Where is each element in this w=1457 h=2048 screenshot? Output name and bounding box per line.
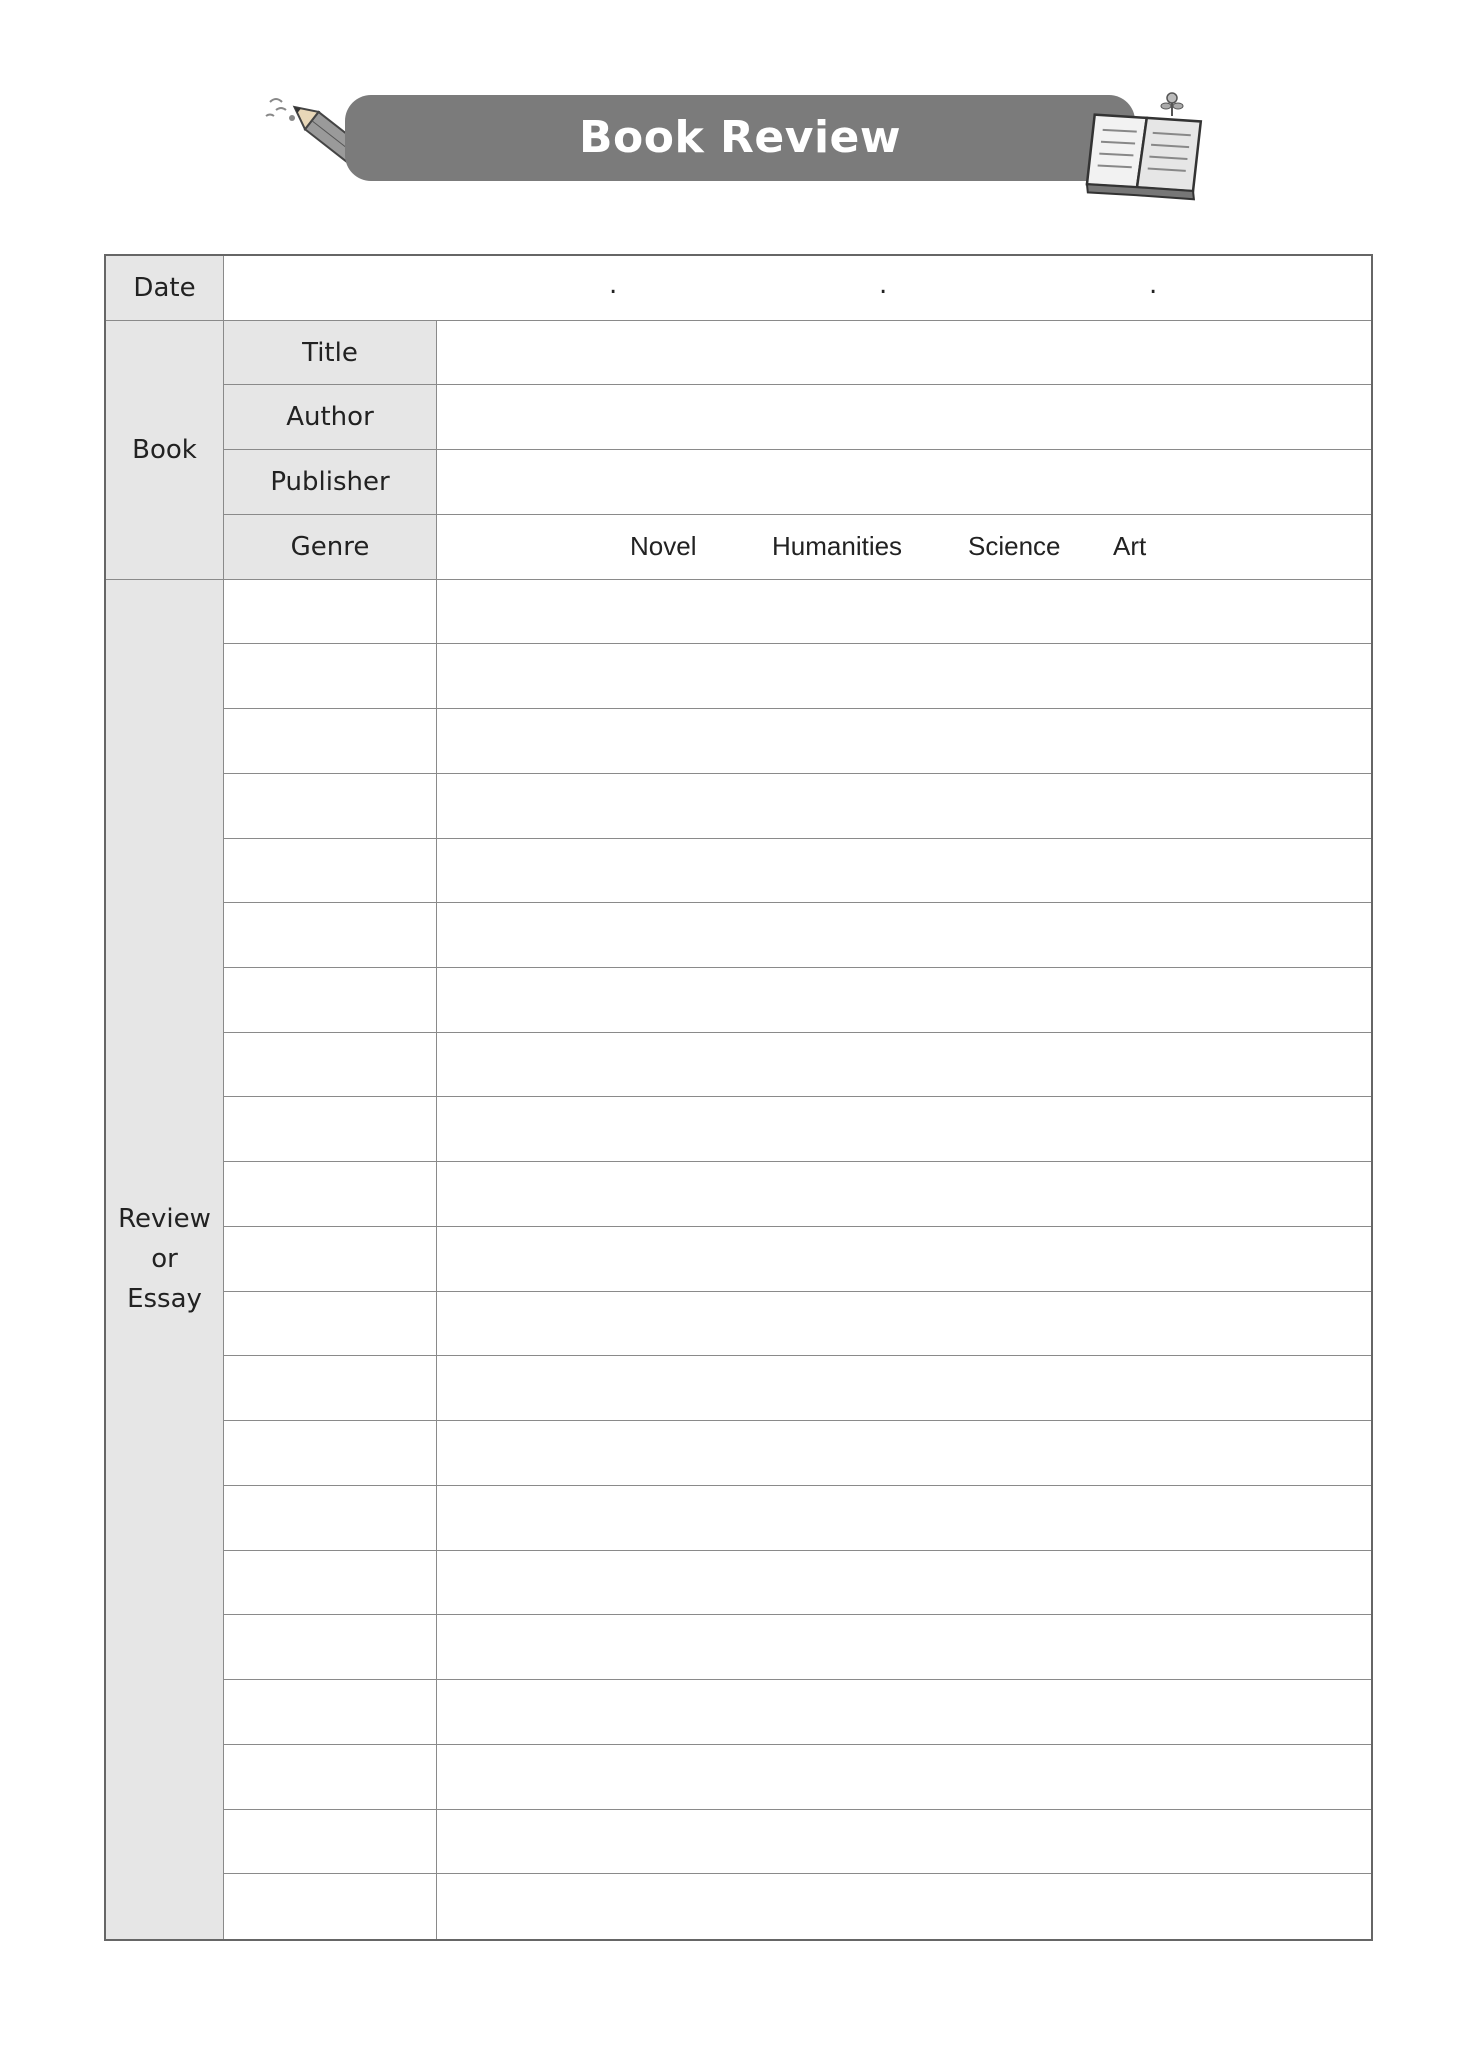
review-line[interactable] [437, 1486, 1371, 1551]
review-label-line-3: Essay [127, 1284, 202, 1315]
review-line-side[interactable] [224, 839, 437, 904]
review-line-side[interactable] [224, 1097, 437, 1162]
review-line[interactable] [437, 1227, 1371, 1292]
review-line-side[interactable] [224, 1810, 437, 1875]
review-line[interactable] [437, 1097, 1371, 1162]
publisher-field[interactable] [437, 450, 1371, 515]
review-label-line-2: or [151, 1244, 178, 1275]
page-title: Book Review [578, 112, 902, 163]
genre-label: Genre [224, 515, 437, 580]
review-line-side[interactable] [224, 644, 437, 709]
review-line[interactable] [437, 1551, 1371, 1616]
review-line[interactable] [437, 1033, 1371, 1098]
review-line[interactable] [437, 1421, 1371, 1486]
genre-option-novel[interactable]: Novel [630, 530, 697, 561]
review-line[interactable] [437, 1615, 1371, 1680]
genre-option-art[interactable]: Art [1113, 530, 1147, 561]
review-line-side[interactable] [224, 1162, 437, 1227]
genre-field[interactable] [437, 515, 1371, 580]
review-line-side[interactable] [224, 1033, 437, 1098]
genre-option-science[interactable]: Science [968, 530, 1061, 561]
title-field[interactable] [437, 321, 1371, 386]
date-separator-3: . [1149, 270, 1158, 300]
review-line-side[interactable] [224, 1421, 437, 1486]
review-line[interactable] [437, 1810, 1371, 1875]
review-line[interactable] [437, 1356, 1371, 1421]
review-line[interactable] [437, 1162, 1371, 1227]
review-line[interactable] [437, 1745, 1371, 1810]
review-line[interactable] [437, 644, 1371, 709]
review-line[interactable] [437, 968, 1371, 1033]
review-line[interactable] [437, 774, 1371, 839]
author-field[interactable] [437, 385, 1371, 450]
review-line[interactable] [437, 1874, 1371, 1939]
author-label: Author [224, 385, 437, 450]
book-review-form [104, 254, 1373, 1941]
review-line-side[interactable] [224, 1227, 437, 1292]
review-line[interactable] [437, 709, 1371, 774]
review-line-side[interactable] [224, 903, 437, 968]
open-book-icon [1080, 92, 1210, 202]
date-label: Date [106, 256, 224, 321]
review-line-side[interactable] [224, 1615, 437, 1680]
publisher-label: Publisher [224, 450, 437, 515]
title-label: Title [224, 321, 437, 386]
review-line-side[interactable] [224, 1292, 437, 1357]
review-label-line-1: Review [118, 1204, 211, 1235]
review-label [106, 580, 224, 1939]
review-line[interactable] [437, 1680, 1371, 1745]
date-field[interactable] [224, 256, 1371, 321]
review-line[interactable] [437, 903, 1371, 968]
date-separator-1: . [609, 270, 618, 300]
review-line-side[interactable] [224, 580, 437, 645]
review-line-side[interactable] [224, 1874, 437, 1939]
review-line-side[interactable] [224, 1551, 437, 1616]
review-line[interactable] [437, 580, 1371, 645]
review-line-side[interactable] [224, 1486, 437, 1551]
review-line[interactable] [437, 1292, 1371, 1357]
review-line-side[interactable] [224, 709, 437, 774]
review-line-side[interactable] [224, 968, 437, 1033]
review-line[interactable] [437, 839, 1371, 904]
review-line-side[interactable] [224, 1745, 437, 1810]
genre-option-humanities[interactable]: Humanities [772, 530, 903, 561]
review-line-side[interactable] [224, 774, 437, 839]
date-separator-2: . [879, 270, 888, 300]
review-line-side[interactable] [224, 1356, 437, 1421]
review-line-side[interactable] [224, 1680, 437, 1745]
book-label: Book [106, 321, 224, 580]
